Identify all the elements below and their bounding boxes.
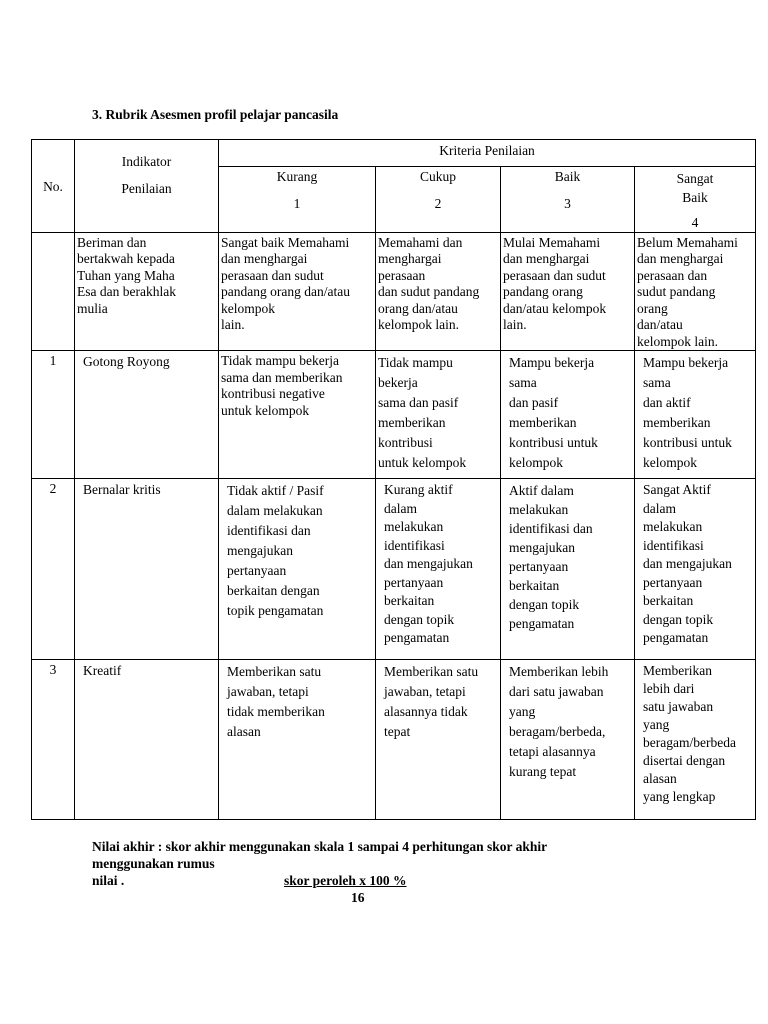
- table-row-beriman: [32, 232, 756, 351]
- level-label: Cukup: [419, 169, 456, 184]
- cell-baik: Mampu bekerja sama dan pasif memberikan kontribusi untuk kelompok: [501, 351, 635, 479]
- cell-cukup: Memahami dan menghargai perasaan dan sudut pandang orang dan/atau kelompok lain.: [376, 232, 501, 351]
- footer-note: [92, 838, 652, 906]
- row-indikator: Beriman dan bertakwah kepada Tuhan yang Maha Esa dan berakhlak mulia: [75, 232, 219, 351]
- level-score: 2: [434, 195, 442, 211]
- level-score: 4: [691, 215, 699, 230]
- level-label: Baik: [554, 169, 581, 184]
- row-number: 3: [32, 660, 75, 820]
- header-level-sangat-baik: [635, 167, 756, 233]
- header-indikator-line1: Indikator: [121, 154, 172, 169]
- row-indikator: Bernalar kritis: [75, 479, 219, 660]
- table-row-bernalar-kritis: [32, 479, 756, 660]
- footer-line1: Nilai akhir : skor akhir menggunakan skala 1 sampai 4 perhitungan skor akhir: [92, 839, 548, 854]
- cell-sangat-baik: Mampu bekerja sama dan aktif memberikan kontribusi untuk kelompok: [635, 351, 756, 479]
- header-no: No.: [32, 140, 75, 233]
- table-row-kreatif: [32, 660, 756, 820]
- level-score: 1: [293, 195, 301, 211]
- table-row-gotong-royong: [32, 351, 756, 479]
- header-level-kurang: [219, 167, 376, 233]
- cell-cukup: Kurang aktif dalam melakukan identifikasi dan mengajukan pertanyaan berkaitan dengan topik pengamatan: [376, 479, 501, 660]
- row-number: [32, 232, 75, 351]
- formula-denominator: 16: [351, 890, 365, 905]
- row-indikator: Kreatif: [75, 660, 219, 820]
- level-label: Sangat Baik: [676, 171, 714, 205]
- cell-kurang: Memberikan satu jawaban, tetapi tidak memberikan alasan: [219, 660, 376, 820]
- level-score: 3: [564, 195, 571, 211]
- cell-kurang: Sangat baik Memahami dan menghargai perasaan dan sudut pandang orang dan/atau kelompok lain.: [219, 232, 376, 351]
- cell-cukup: Memberikan satu jawaban, tetapi alasannya tidak tepat: [376, 660, 501, 820]
- header-kriteria: Kriteria Penilaian: [219, 140, 756, 167]
- cell-sangat-baik: Sangat Aktif dalam melakukan identifikasi dan mengajukan pertanyaan berkaitan dengan topik pengamatan: [635, 479, 756, 660]
- level-label: Kurang: [276, 169, 318, 184]
- cell-cukup: Tidak mampu bekerja sama dan pasif memberikan kontribusi untuk kelompok: [376, 351, 501, 479]
- cell-baik: Mulai Memahami dan menghargai perasaan dan sudut pandang orang dan/atau kelompok lain.: [501, 232, 635, 351]
- header-level-cukup: [376, 167, 501, 233]
- header-indikator: [75, 140, 219, 233]
- header-indikator-line2: Penilaian: [121, 180, 172, 196]
- footer-line2: menggunakan rumus: [92, 856, 215, 871]
- cell-baik: Aktif dalam melakukan identifikasi dan mengajukan pertanyaan berkaitan dengan topik pengamatan: [501, 479, 635, 660]
- header-row-1: [32, 140, 756, 167]
- row-indikator: Gotong Royong: [75, 351, 219, 479]
- cell-kurang: Tidak mampu bekerja sama dan memberikan kontribusi negative untuk kelompok: [219, 351, 376, 479]
- nilai-label: nilai .: [92, 873, 125, 888]
- cell-kurang: Tidak aktif / Pasif dalam melakukan identifikasi dan mengajukan pertanyaan berkaitan dengan topik pengamatan: [219, 479, 376, 660]
- header-level-baik: [501, 167, 635, 233]
- cell-sangat-baik: Memberikan lebih dari satu jawaban yang beragam/berbeda disertai dengan alasan yang lengkap: [635, 660, 756, 820]
- formula-numerator: skor peroleh x 100 %: [284, 873, 407, 888]
- cell-baik: Memberikan lebih dari satu jawaban yang beragam/berbeda, tetapi alasannya kurang tepat: [501, 660, 635, 820]
- footer-nilai-line: [92, 872, 652, 889]
- rubric-table: [31, 139, 756, 820]
- row-number: 1: [32, 351, 75, 479]
- row-number: 2: [32, 479, 75, 660]
- section-heading: 3. Rubrik Asesmen profil pelajar pancasila: [92, 107, 339, 122]
- cell-sangat-baik: Belum Memahami dan menghargai perasaan dan sudut pandang orang dan/atau kelompok lain.: [635, 232, 756, 351]
